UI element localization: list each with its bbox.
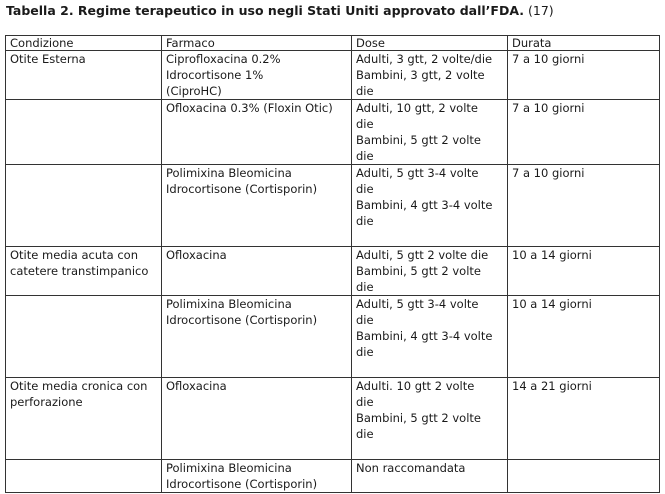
dose-line: Adulti, 5 gtt 3-4 volte	[356, 166, 479, 180]
table-row	[6, 100, 660, 165]
dose-line: die	[356, 345, 374, 359]
therapy-table	[5, 35, 660, 493]
cell-farmaco	[162, 165, 352, 247]
table-body	[6, 51, 660, 493]
table-caption	[6, 3, 554, 18]
dose-line: Bambini, 5 gtt 2 volte	[356, 264, 481, 278]
table-row	[6, 296, 660, 378]
cell-durata	[508, 165, 660, 247]
farmaco-line: Polimixina Bleomicina	[166, 166, 292, 180]
caption-reference: (17)	[527, 3, 554, 18]
cell-condizione	[6, 460, 162, 493]
cell-durata	[508, 460, 660, 493]
dose-line: die	[356, 313, 374, 327]
cell-farmaco	[162, 51, 352, 100]
cell-condizione	[6, 165, 162, 247]
condizione-line: catetere transtimpanico	[10, 264, 149, 278]
dose-line: Adulti, 5 gtt 3-4 volte	[356, 297, 479, 311]
dose-line: die	[356, 214, 374, 228]
dose-line: Adulti, 3 gtt, 2 volte/die	[356, 52, 493, 66]
cell-condizione	[6, 100, 162, 165]
dose-line: die	[356, 182, 374, 196]
cell-dose	[352, 460, 508, 493]
durata-value: 14 a 21 giorni	[512, 379, 592, 393]
cell-dose	[352, 296, 508, 378]
cell-farmaco	[162, 460, 352, 493]
farmaco-line: Polimixina Bleomicina	[166, 297, 292, 311]
cell-dose	[352, 165, 508, 247]
dose-line: Bambini, 5 gtt 2 volte	[356, 411, 481, 425]
farmaco-line: (CiproHC)	[166, 84, 222, 98]
condizione-line: Otite media cronica con	[10, 379, 148, 393]
cell-durata	[508, 378, 660, 460]
durata-value: 10 a 14 giorni	[512, 297, 592, 311]
farmaco-line: Polimixina Bleomicina	[166, 461, 292, 475]
condizione-line: perforazione	[10, 395, 83, 409]
cell-durata	[508, 247, 660, 296]
cell-farmaco	[162, 378, 352, 460]
dose-line: Bambini, 5 gtt 2 volte	[356, 133, 481, 147]
farmaco-line: Idrocortisone (Cortisporin)	[166, 182, 318, 196]
table-header-row	[6, 36, 660, 51]
cell-condizione	[6, 378, 162, 460]
farmaco-line: Idrocortisone 1%	[166, 68, 264, 82]
dose-line: Adulti, 5 gtt 2 volte die	[356, 248, 489, 262]
condizione-line: Otite media acuta con	[10, 248, 138, 262]
dose-line: die	[356, 117, 374, 131]
dose-line: die	[356, 395, 374, 409]
table-row	[6, 165, 660, 247]
farmaco-line: Ciprofloxacina 0.2%	[166, 52, 281, 66]
cell-farmaco	[162, 100, 352, 165]
farmaco-line: Ofloxacina	[166, 248, 227, 262]
header-condizione: Condizione	[6, 36, 162, 51]
cell-condizione	[6, 247, 162, 296]
table-row	[6, 51, 660, 100]
durata-value: 10 a 14 giorni	[512, 248, 592, 262]
cell-durata	[508, 100, 660, 165]
farmaco-line: Idrocortisone (Cortisporin)	[166, 477, 318, 491]
dose-line: Bambini, 4 gtt 3-4 volte	[356, 198, 493, 212]
cell-durata	[508, 296, 660, 378]
cell-dose	[352, 247, 508, 296]
condizione-line: Otite Esterna	[10, 52, 86, 66]
header-durata: Durata	[508, 36, 660, 51]
table-row	[6, 378, 660, 460]
dose-line: Adulti. 10 gtt 2 volte	[356, 379, 475, 393]
dose-line: Adulti, 10 gtt, 2 volte	[356, 101, 478, 115]
dose-line: Non raccomandata	[356, 461, 466, 475]
durata-value: 7 a 10 giorni	[512, 166, 585, 180]
cell-farmaco	[162, 296, 352, 378]
cell-dose	[352, 51, 508, 100]
cell-durata	[508, 51, 660, 100]
durata-value: 7 a 10 giorni	[512, 52, 585, 66]
farmaco-line: Ofloxacina	[166, 379, 227, 393]
dose-line: Bambini, 3 gtt, 2 volte	[356, 68, 485, 82]
table-row	[6, 460, 660, 493]
cell-farmaco	[162, 247, 352, 296]
farmaco-line: Ofloxacina 0.3% (Floxin Otic)	[166, 101, 333, 115]
farmaco-line: Idrocortisone (Cortisporin)	[166, 313, 318, 327]
cell-dose	[352, 378, 508, 460]
caption-title: Tabella 2. Regime terapeutico in uso negli Stati Uniti approvato dall’FDA.	[6, 3, 524, 18]
table-row	[6, 247, 660, 296]
header-dose: Dose	[352, 36, 508, 51]
header-farmaco: Farmaco	[162, 36, 352, 51]
cell-dose	[352, 100, 508, 165]
dose-line: die	[356, 280, 374, 294]
cell-condizione	[6, 296, 162, 378]
dose-line: Bambini, 4 gtt 3-4 volte	[356, 329, 493, 343]
cell-condizione	[6, 51, 162, 100]
durata-value: 7 a 10 giorni	[512, 101, 585, 115]
dose-line: die	[356, 427, 374, 441]
dose-line: die	[356, 149, 374, 163]
dose-line: die	[356, 84, 374, 98]
